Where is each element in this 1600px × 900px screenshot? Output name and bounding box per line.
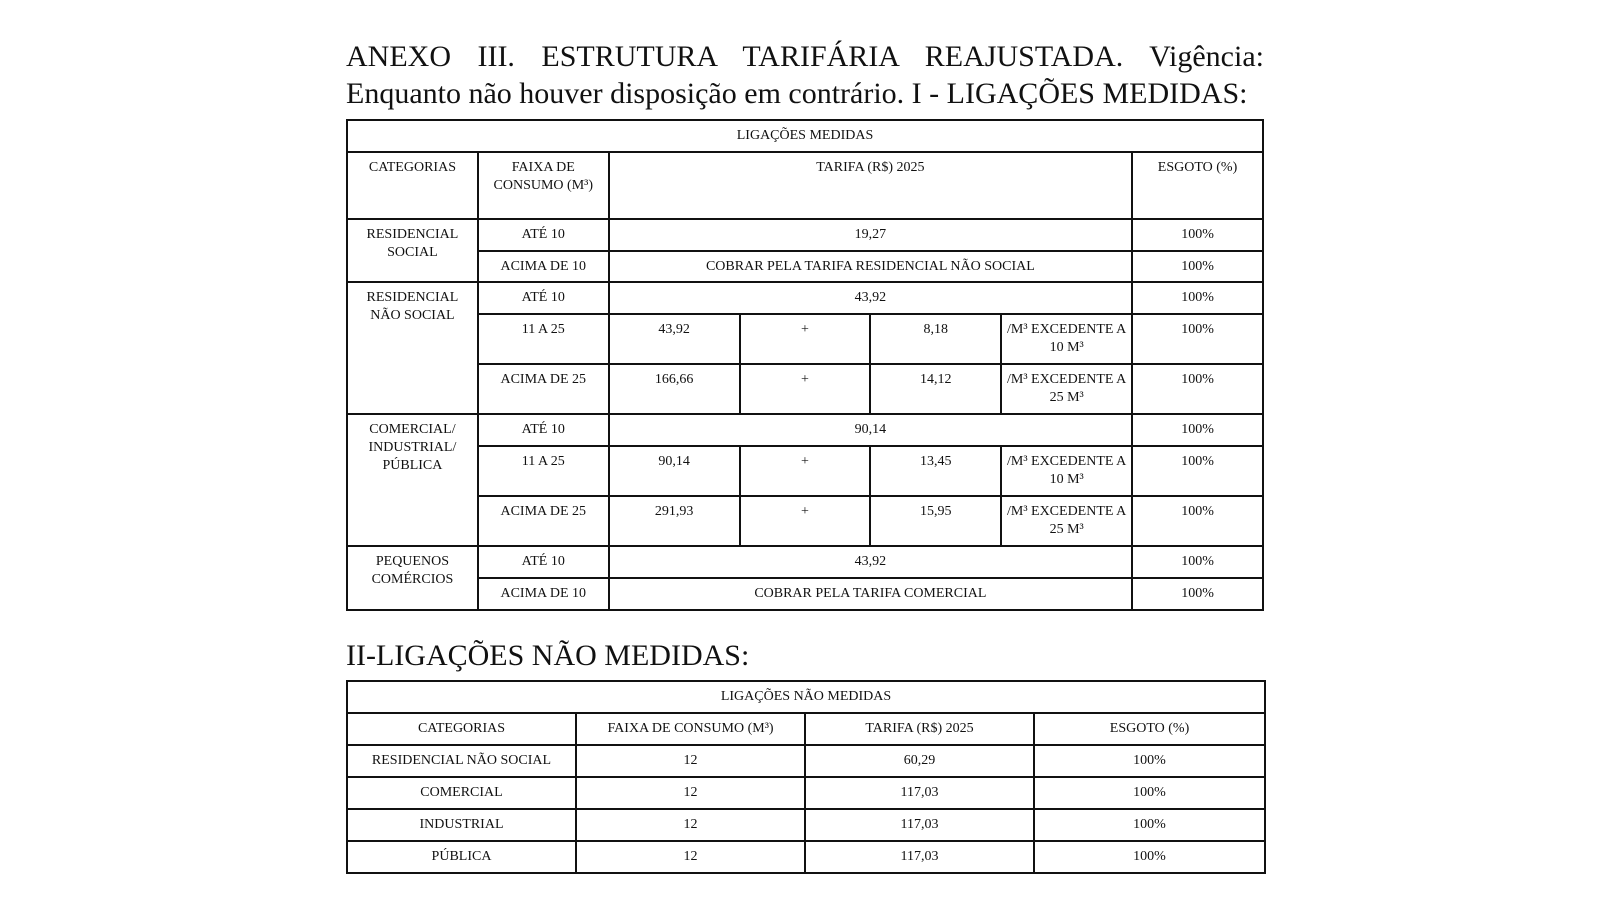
tarifa-cell: 117,03	[805, 777, 1034, 809]
table-row	[347, 251, 1263, 282]
esgoto-cell: 100%	[1132, 219, 1263, 251]
tarifa-cell: 43,92	[609, 282, 1132, 314]
tarifa-cell: COBRAR PELA TARIFA RESIDENCIAL NÃO SOCIAL	[609, 251, 1132, 282]
categoria-cell: INDUSTRIAL	[347, 809, 576, 841]
table-row	[347, 809, 1265, 841]
header-tarifa: TARIFA (R$) 2025	[609, 152, 1132, 219]
plus-cell: +	[740, 496, 871, 546]
esgoto-cell: 100%	[1132, 282, 1263, 314]
rate-cell: 13,45	[870, 446, 1001, 496]
table-row	[347, 282, 1263, 314]
base-value-cell: 90,14	[609, 446, 740, 496]
esgoto-cell: 100%	[1034, 809, 1265, 841]
note-cell: /M³ EXCEDENTE A 10 M³	[1001, 314, 1132, 364]
category-cell: RESIDENCIAL SOCIAL	[347, 219, 478, 282]
categoria-cell: PÚBLICA	[347, 841, 576, 873]
header-esgoto: ESGOTO (%)	[1034, 713, 1265, 745]
esgoto-cell: 100%	[1132, 496, 1263, 546]
category-cell: RESIDENCIAL NÃO SOCIAL	[347, 282, 478, 414]
table-row	[347, 546, 1263, 578]
table-row	[347, 314, 1263, 364]
rate-cell: 15,95	[870, 496, 1001, 546]
categoria-cell: RESIDENCIAL NÃO SOCIAL	[347, 745, 576, 777]
measured-connections-table	[346, 119, 1264, 611]
header-faixa: FAIXA DE CONSUMO (M³)	[576, 713, 805, 745]
faixa-cell: ACIMA DE 25	[478, 364, 609, 414]
esgoto-cell: 100%	[1132, 414, 1263, 446]
note-cell: /M³ EXCEDENTE A 25 M³	[1001, 364, 1132, 414]
base-value-cell: 166,66	[609, 364, 740, 414]
categoria-cell: COMERCIAL	[347, 777, 576, 809]
table-row	[347, 777, 1265, 809]
table-row	[347, 578, 1263, 610]
rate-cell: 14,12	[870, 364, 1001, 414]
note-cell: /M³ EXCEDENTE A 10 M³	[1001, 446, 1132, 496]
tarifa-cell: 19,27	[609, 219, 1132, 251]
faixa-cell: ATÉ 10	[478, 219, 609, 251]
faixa-cell: 12	[576, 841, 805, 873]
plus-cell: +	[740, 446, 871, 496]
table-row	[347, 219, 1263, 251]
table-row	[347, 364, 1263, 414]
tarifa-cell: 60,29	[805, 745, 1034, 777]
tarifa-cell: 90,14	[609, 414, 1132, 446]
faixa-cell: 11 A 25	[478, 314, 609, 364]
faixa-cell: 12	[576, 809, 805, 841]
table-row	[347, 496, 1263, 546]
rate-cell: 8,18	[870, 314, 1001, 364]
table-caption: LIGAÇÕES NÃO MEDIDAS	[347, 681, 1265, 713]
esgoto-cell: 100%	[1132, 446, 1263, 496]
header-faixa: FAIXA DE CONSUMO (M³)	[478, 152, 609, 219]
faixa-cell: ATÉ 10	[478, 546, 609, 578]
faixa-cell: 12	[576, 777, 805, 809]
faixa-cell: ATÉ 10	[478, 414, 609, 446]
header-tarifa: TARIFA (R$) 2025	[805, 713, 1034, 745]
faixa-cell: ACIMA DE 25	[478, 496, 609, 546]
faixa-cell: ACIMA DE 10	[478, 251, 609, 282]
unmeasured-connections-table	[346, 680, 1266, 874]
section-2-title: II-LIGAÇÕES NÃO MEDIDAS:	[346, 639, 750, 672]
table-row	[347, 414, 1263, 446]
table-row	[347, 446, 1263, 496]
plus-cell: +	[740, 314, 871, 364]
faixa-cell: ACIMA DE 10	[478, 578, 609, 610]
esgoto-cell: 100%	[1132, 314, 1263, 364]
category-cell: COMERCIAL/ INDUSTRIAL/ PÚBLICA	[347, 414, 478, 546]
tarifa-cell: 117,03	[805, 841, 1034, 873]
category-cell: PEQUENOS COMÉRCIOS	[347, 546, 478, 610]
esgoto-cell: 100%	[1034, 777, 1265, 809]
esgoto-cell: 100%	[1132, 251, 1263, 282]
esgoto-cell: 100%	[1034, 745, 1265, 777]
esgoto-cell: 100%	[1034, 841, 1265, 873]
header-categorias: CATEGORIAS	[347, 152, 478, 219]
header-categorias: CATEGORIAS	[347, 713, 576, 745]
faixa-cell: 12	[576, 745, 805, 777]
base-value-cell: 291,93	[609, 496, 740, 546]
plus-cell: +	[740, 364, 871, 414]
tarifa-cell: COBRAR PELA TARIFA COMERCIAL	[609, 578, 1132, 610]
table-caption: LIGAÇÕES MEDIDAS	[347, 120, 1263, 152]
section-1-title: ANEXO III. ESTRUTURA TARIFÁRIA REAJUSTADA. Vigência: Enquanto não houver disposição em contrário. I - LIGAÇÕES MEDIDAS:	[346, 40, 1264, 110]
esgoto-cell: 100%	[1132, 364, 1263, 414]
base-value-cell: 43,92	[609, 314, 740, 364]
faixa-cell: 11 A 25	[478, 446, 609, 496]
table-row	[347, 841, 1265, 873]
note-cell: /M³ EXCEDENTE A 25 M³	[1001, 496, 1132, 546]
faixa-cell: ATÉ 10	[478, 282, 609, 314]
table-row	[347, 745, 1265, 777]
header-esgoto: ESGOTO (%)	[1132, 152, 1263, 219]
tarifa-cell: 43,92	[609, 546, 1132, 578]
esgoto-cell: 100%	[1132, 546, 1263, 578]
tarifa-cell: 117,03	[805, 809, 1034, 841]
esgoto-cell: 100%	[1132, 578, 1263, 610]
